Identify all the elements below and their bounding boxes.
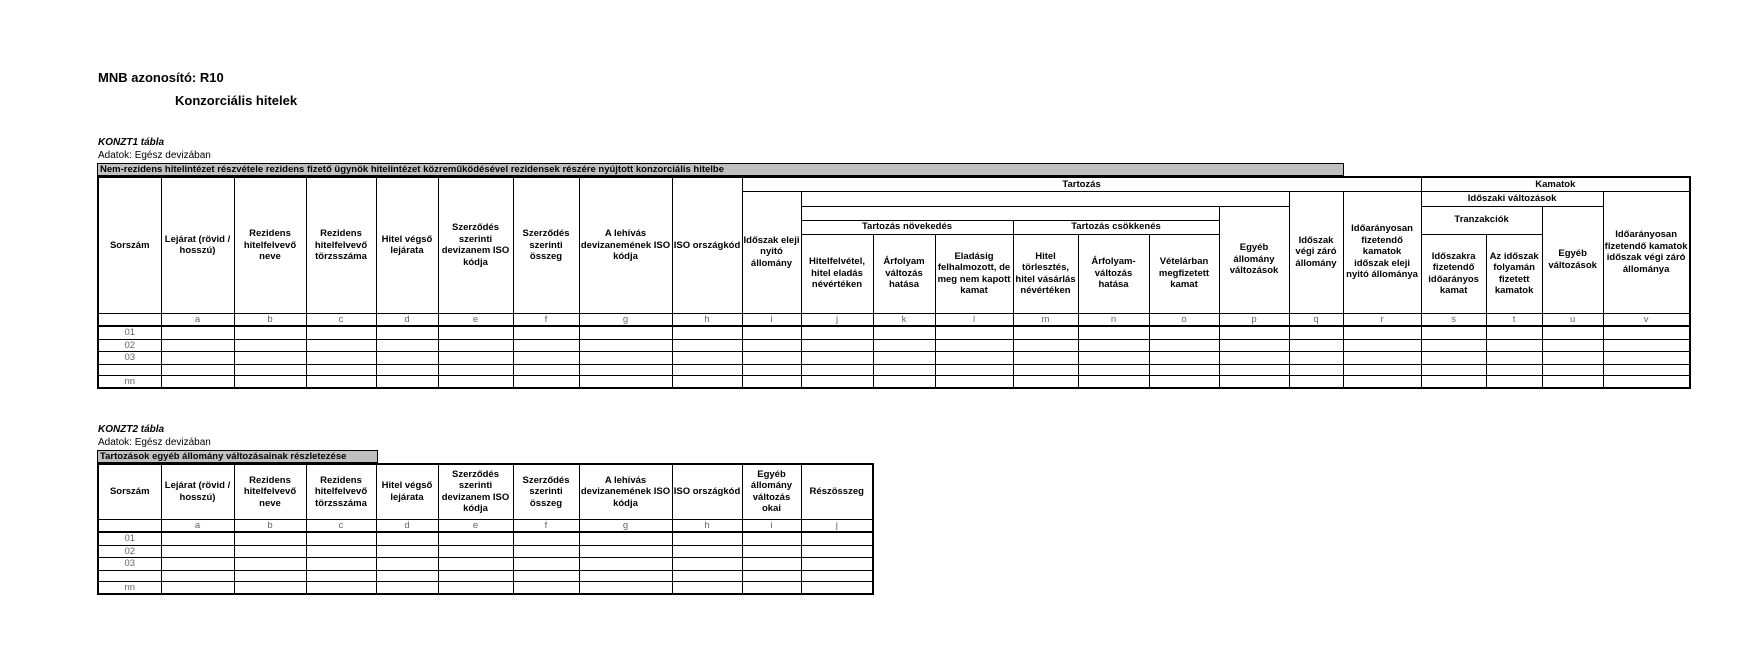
letter-l: l	[935, 313, 1013, 326]
data-cell[interactable]	[234, 375, 306, 388]
col-nev: Rezidens hitelfelvevő neve	[234, 177, 306, 313]
t2-data-cell[interactable]	[513, 570, 579, 581]
letter-h: h	[672, 313, 742, 326]
t2-data-cell[interactable]	[579, 532, 672, 545]
t2-data-cell[interactable]	[376, 532, 438, 545]
letter-j: j	[801, 313, 873, 326]
data-cell[interactable]	[1289, 375, 1343, 388]
data-cell[interactable]	[161, 352, 234, 365]
t2-col-okai: Egyéb állomány változás okai	[742, 464, 801, 519]
t2-data-cell[interactable]	[801, 581, 873, 594]
data-cell[interactable]	[438, 364, 513, 375]
data-cell[interactable]	[873, 364, 935, 375]
t2-data-cell[interactable]	[672, 532, 742, 545]
data-cell[interactable]	[742, 364, 801, 375]
data-cell[interactable]	[579, 339, 672, 352]
t2-letter-a: a	[161, 519, 234, 532]
data-cell[interactable]	[1421, 339, 1486, 352]
data-cell[interactable]	[1289, 364, 1343, 375]
data-cell[interactable]	[1219, 364, 1289, 375]
t2-data-cell[interactable]	[438, 532, 513, 545]
data-cell[interactable]	[1219, 375, 1289, 388]
t2-letter-g: g	[579, 519, 672, 532]
data-cell[interactable]	[1289, 326, 1343, 339]
data-cell[interactable]	[801, 364, 873, 375]
letter-m: m	[1013, 313, 1078, 326]
t2-col-devizanem: Szerződés szerinti devizanem ISO kódja	[438, 464, 513, 519]
letter-b: b	[234, 313, 306, 326]
data-cell[interactable]	[1219, 339, 1289, 352]
t2-letter-blank	[98, 519, 161, 532]
letter-c: c	[306, 313, 376, 326]
t2-data-cell[interactable]	[672, 558, 742, 571]
data-cell[interactable]	[935, 339, 1013, 352]
t2-data-cell[interactable]	[742, 558, 801, 571]
data-cell[interactable]	[513, 339, 579, 352]
t2-row-number	[98, 570, 161, 581]
t2-data-cell[interactable]	[234, 570, 306, 581]
data-cell[interactable]	[1542, 326, 1603, 339]
data-cell[interactable]	[873, 339, 935, 352]
col-arfolyam: Árfolyam változás hatása	[873, 234, 935, 313]
data-cell[interactable]	[1603, 339, 1689, 352]
data-cell[interactable]	[1542, 375, 1603, 388]
t2-data-cell[interactable]	[742, 581, 801, 594]
letter-a: a	[161, 313, 234, 326]
data-cell[interactable]	[1343, 339, 1421, 352]
t2-data-cell[interactable]	[579, 545, 672, 558]
data-cell[interactable]	[376, 339, 438, 352]
data-cell[interactable]	[1013, 364, 1078, 375]
letter-t: t	[1486, 313, 1542, 326]
data-cell[interactable]	[438, 326, 513, 339]
data-cell[interactable]	[935, 326, 1013, 339]
t2-table-row	[98, 570, 873, 581]
data-cell[interactable]	[1421, 352, 1486, 365]
data-cell[interactable]	[1078, 352, 1149, 365]
data-cell[interactable]	[579, 364, 672, 375]
t2-data-cell[interactable]	[234, 532, 306, 545]
data-cell[interactable]	[1343, 375, 1421, 388]
t2-data-cell[interactable]	[376, 558, 438, 571]
t2-data-cell[interactable]	[306, 581, 376, 594]
t2-data-cell[interactable]	[306, 545, 376, 558]
t2-data-cell[interactable]	[234, 545, 306, 558]
t2-data-cell[interactable]	[801, 532, 873, 545]
table-row	[98, 375, 1690, 388]
letter-e: e	[438, 313, 513, 326]
letter-k: k	[873, 313, 935, 326]
data-cell[interactable]	[579, 326, 672, 339]
col-torzsszam: Rezidens hitelfelvevő törzsszáma	[306, 177, 376, 313]
data-cell[interactable]	[1013, 375, 1078, 388]
t2-data-cell[interactable]	[672, 581, 742, 594]
t2-table-row	[98, 581, 873, 594]
data-cell[interactable]	[376, 375, 438, 388]
t2-data-cell[interactable]	[438, 581, 513, 594]
t2-data-cell[interactable]	[438, 558, 513, 571]
t2-data-cell[interactable]	[579, 570, 672, 581]
data-cell[interactable]	[1603, 326, 1689, 339]
table1-description: Nem-rezidens hitelintézet részvétele rezidens fizető ügynök hitelintézet közreműködésével rezidensek részére nyújtott konzorciális hitelbe	[97, 163, 1344, 176]
t2-letter-e: e	[438, 519, 513, 532]
table1	[97, 176, 1691, 389]
data-cell[interactable]	[579, 375, 672, 388]
data-cell[interactable]	[801, 339, 873, 352]
t2-letter-d: d	[376, 519, 438, 532]
t2-table-row	[98, 545, 873, 558]
data-cell[interactable]	[1603, 375, 1689, 388]
t2-col-lehivas: A lehívás devizanemének ISO kódja	[579, 464, 672, 519]
t2-data-cell[interactable]	[161, 545, 234, 558]
t2-table-row	[98, 532, 873, 545]
data-cell[interactable]	[376, 326, 438, 339]
t2-data-cell[interactable]	[801, 558, 873, 571]
data-cell[interactable]	[438, 375, 513, 388]
t2-col-reszosszeg: Részösszeg	[801, 464, 873, 519]
row-number: nn	[98, 375, 161, 388]
t2-data-cell[interactable]	[306, 532, 376, 545]
data-cell[interactable]	[935, 375, 1013, 388]
data-cell[interactable]	[935, 352, 1013, 365]
data-cell[interactable]	[873, 352, 935, 365]
col-kamat-folyaman: Az időszak folyamán fizetett kamatok	[1486, 234, 1542, 313]
t2-data-cell[interactable]	[513, 581, 579, 594]
col-kamat-nyito: Időarányosan fizetendő kamatok időszak eleji nyitó állománya	[1343, 191, 1421, 313]
letter-g: g	[579, 313, 672, 326]
data-cell[interactable]	[306, 326, 376, 339]
col-nyito: Időszak eleji nyitó állomány	[742, 191, 801, 313]
letter-d: d	[376, 313, 438, 326]
t2-row-number: 01	[98, 532, 161, 545]
data-cell[interactable]	[1149, 339, 1219, 352]
col-kamat-egyeb: Egyéb változások	[1542, 206, 1603, 313]
col-torlesztes: Hitel törlesztés, hitel vásárlás névértéken	[1013, 234, 1078, 313]
table2-description: Tartozások egyéb állomány változásainak részletezése	[97, 450, 378, 463]
row-number: 03	[98, 352, 161, 365]
data-cell[interactable]	[1486, 375, 1542, 388]
data-cell[interactable]	[1078, 364, 1149, 375]
data-cell[interactable]	[234, 339, 306, 352]
t2-data-cell[interactable]	[234, 558, 306, 571]
t2-letter-f: f	[513, 519, 579, 532]
data-cell[interactable]	[742, 375, 801, 388]
data-cell[interactable]	[513, 326, 579, 339]
data-cell[interactable]	[1603, 364, 1689, 375]
letter-n: n	[1078, 313, 1149, 326]
t2-data-cell[interactable]	[672, 570, 742, 581]
t2-letter-i: i	[742, 519, 801, 532]
data-cell[interactable]	[1149, 364, 1219, 375]
col-felvetel: Hitelfelvétel, hitel eladás névértéken	[801, 234, 873, 313]
t2-data-cell[interactable]	[438, 545, 513, 558]
t2-data-cell[interactable]	[161, 558, 234, 571]
table-row	[98, 326, 1690, 339]
letter-blank	[98, 313, 161, 326]
data-cell[interactable]	[376, 352, 438, 365]
data-cell[interactable]	[513, 352, 579, 365]
col-egyeb: Egyéb állomány változások	[1219, 206, 1289, 313]
data-cell[interactable]	[1486, 352, 1542, 365]
t2-data-cell[interactable]	[801, 545, 873, 558]
group-tartozas: Tartozás	[742, 177, 1421, 191]
group-novekedes: Tartozás növekedés	[801, 220, 1013, 234]
letter-q: q	[1289, 313, 1343, 326]
t2-data-cell[interactable]	[306, 570, 376, 581]
data-cell[interactable]	[1289, 339, 1343, 352]
data-cell[interactable]	[1542, 352, 1603, 365]
col-zaro: Időszak végi záró állomány	[1289, 191, 1343, 313]
t2-data-cell[interactable]	[438, 570, 513, 581]
data-cell[interactable]	[234, 352, 306, 365]
col-eladasig: Eladásig felhalmozott, de meg nem kapott kamat	[935, 234, 1013, 313]
data-cell[interactable]	[161, 326, 234, 339]
data-cell[interactable]	[306, 352, 376, 365]
data-cell[interactable]	[1486, 339, 1542, 352]
table1-data-note: Adatok: Egész devizában	[98, 150, 211, 161]
t2-data-cell[interactable]	[742, 570, 801, 581]
group-tartozas-blank-1	[801, 191, 1289, 206]
t2-data-cell[interactable]	[513, 532, 579, 545]
data-cell[interactable]	[306, 375, 376, 388]
data-cell[interactable]	[1486, 364, 1542, 375]
t2-data-cell[interactable]	[234, 581, 306, 594]
table-row	[98, 339, 1690, 352]
data-cell[interactable]	[935, 364, 1013, 375]
data-cell[interactable]	[306, 364, 376, 375]
page-title: Konzorciális hitelek	[175, 93, 298, 108]
data-cell[interactable]	[1289, 352, 1343, 365]
data-cell[interactable]	[438, 352, 513, 365]
col-lejarat: Lejárat (rövid / hosszú)	[161, 177, 234, 313]
mnb-id: MNB azonosító: R10	[98, 70, 224, 85]
t2-data-cell[interactable]	[161, 581, 234, 594]
col-devizanem: Szerződés szerinti devizanem ISO kódja	[438, 177, 513, 313]
t2-data-cell[interactable]	[513, 545, 579, 558]
data-cell[interactable]	[1149, 352, 1219, 365]
data-cell[interactable]	[1078, 375, 1149, 388]
col-sorszam: Sorszám	[98, 177, 161, 313]
data-cell[interactable]	[1343, 364, 1421, 375]
t2-letter-j: j	[801, 519, 873, 532]
letter-p: p	[1219, 313, 1289, 326]
data-cell[interactable]	[742, 352, 801, 365]
letter-v: v	[1603, 313, 1689, 326]
group-kamatok: Kamatok	[1421, 177, 1690, 191]
table2	[97, 463, 874, 595]
data-cell[interactable]	[438, 339, 513, 352]
data-cell[interactable]	[1078, 339, 1149, 352]
col-arfolyam-valtozas: Árfolyam-változás hatása	[1078, 234, 1149, 313]
data-cell[interactable]	[1343, 352, 1421, 365]
t2-data-cell[interactable]	[161, 570, 234, 581]
t2-col-sorszam: Sorszám	[98, 464, 161, 519]
data-cell[interactable]	[672, 326, 742, 339]
table2-name: KONZT2 tábla	[98, 424, 165, 435]
data-cell[interactable]	[1013, 326, 1078, 339]
data-cell[interactable]	[873, 375, 935, 388]
data-cell[interactable]	[234, 326, 306, 339]
data-cell[interactable]	[742, 326, 801, 339]
table2-data-note: Adatok: Egész devizában	[98, 437, 211, 448]
group-tranzakciok: Tranzakciók	[1421, 206, 1542, 234]
data-cell[interactable]	[306, 339, 376, 352]
row-number	[98, 364, 161, 375]
data-cell[interactable]	[1421, 326, 1486, 339]
t2-data-cell[interactable]	[801, 570, 873, 581]
col-lehivas: A lehívás devizanemének ISO kódja	[579, 177, 672, 313]
letter-f: f	[513, 313, 579, 326]
data-cell[interactable]	[513, 375, 579, 388]
group-csokkenes: Tartozás csökkenés	[1013, 220, 1219, 234]
t2-letter-b: b	[234, 519, 306, 532]
group-idoszaki: Időszaki változások	[1421, 191, 1603, 206]
data-cell[interactable]	[801, 375, 873, 388]
t2-col-lejarat: Lejárat (rövid / hosszú)	[161, 464, 234, 519]
data-cell[interactable]	[161, 339, 234, 352]
t2-data-cell[interactable]	[672, 545, 742, 558]
data-cell[interactable]	[873, 326, 935, 339]
data-cell[interactable]	[672, 339, 742, 352]
data-cell[interactable]	[579, 352, 672, 365]
data-cell[interactable]	[1603, 352, 1689, 365]
letter-row	[98, 313, 1690, 326]
data-cell[interactable]	[1486, 326, 1542, 339]
col-kamat-idoszakra: Időszakra fizetendő időarányos kamat	[1421, 234, 1486, 313]
t2-data-cell[interactable]	[376, 545, 438, 558]
col-orszagkod: ISO országkód	[672, 177, 742, 313]
t2-row-number: 03	[98, 558, 161, 571]
data-cell[interactable]	[1149, 375, 1219, 388]
data-cell[interactable]	[234, 364, 306, 375]
data-cell[interactable]	[1078, 326, 1149, 339]
data-cell[interactable]	[1149, 326, 1219, 339]
t2-data-cell[interactable]	[306, 558, 376, 571]
t2-col-nev: Rezidens hitelfelvevő neve	[234, 464, 306, 519]
data-cell[interactable]	[1013, 339, 1078, 352]
t2-col-osszeg: Szerződés szerinti összeg	[513, 464, 579, 519]
data-cell[interactable]	[801, 352, 873, 365]
data-cell[interactable]	[1219, 326, 1289, 339]
t2-letter-h: h	[672, 519, 742, 532]
t2-data-cell[interactable]	[513, 558, 579, 571]
t2-data-cell[interactable]	[376, 570, 438, 581]
col-vetelarban: Vételárban megfizetett kamat	[1149, 234, 1219, 313]
t2-data-cell[interactable]	[742, 545, 801, 558]
t2-data-cell[interactable]	[161, 532, 234, 545]
letter-o: o	[1149, 313, 1219, 326]
group-tartozas-blank-2	[801, 206, 1219, 220]
t2-col-torzsszam: Rezidens hitelfelvevő törzsszáma	[306, 464, 376, 519]
t2-col-orszagkod: ISO országkód	[672, 464, 742, 519]
t2-row-number: 02	[98, 545, 161, 558]
letter-u: u	[1542, 313, 1603, 326]
data-cell[interactable]	[1542, 339, 1603, 352]
t2-row-number: nn	[98, 581, 161, 594]
data-cell[interactable]	[513, 364, 579, 375]
data-cell[interactable]	[672, 364, 742, 375]
data-cell[interactable]	[672, 375, 742, 388]
data-cell[interactable]	[1421, 364, 1486, 375]
data-cell[interactable]	[672, 352, 742, 365]
t2-table-row	[98, 558, 873, 571]
data-cell[interactable]	[1421, 375, 1486, 388]
data-cell[interactable]	[1343, 326, 1421, 339]
col-osszeg: Szerződés szerinti összeg	[513, 177, 579, 313]
row-number: 01	[98, 326, 161, 339]
t2-data-cell[interactable]	[742, 532, 801, 545]
letter-i: i	[742, 313, 801, 326]
col-kamat-zaro: Időarányosan fizetendő kamatok időszak végi záró állománya	[1603, 191, 1689, 313]
data-cell[interactable]	[161, 364, 234, 375]
t2-data-cell[interactable]	[579, 581, 672, 594]
table-row	[98, 364, 1690, 375]
table1-name: KONZT1 tábla	[98, 137, 165, 148]
t2-col-vegso-lejarat: Hitel végső lejárata	[376, 464, 438, 519]
t2-data-cell[interactable]	[376, 581, 438, 594]
letter-s: s	[1421, 313, 1486, 326]
t2-data-cell[interactable]	[579, 558, 672, 571]
col-vegso-lejarat: Hitel végső lejárata	[376, 177, 438, 313]
t2-letter-row	[98, 519, 873, 532]
data-cell[interactable]	[1013, 352, 1078, 365]
data-cell[interactable]	[161, 375, 234, 388]
row-number: 02	[98, 339, 161, 352]
data-cell[interactable]	[1542, 364, 1603, 375]
data-cell[interactable]	[801, 326, 873, 339]
data-cell[interactable]	[376, 364, 438, 375]
t2-letter-c: c	[306, 519, 376, 532]
data-cell[interactable]	[742, 339, 801, 352]
data-cell[interactable]	[1219, 352, 1289, 365]
letter-r: r	[1343, 313, 1421, 326]
table-row	[98, 352, 1690, 365]
